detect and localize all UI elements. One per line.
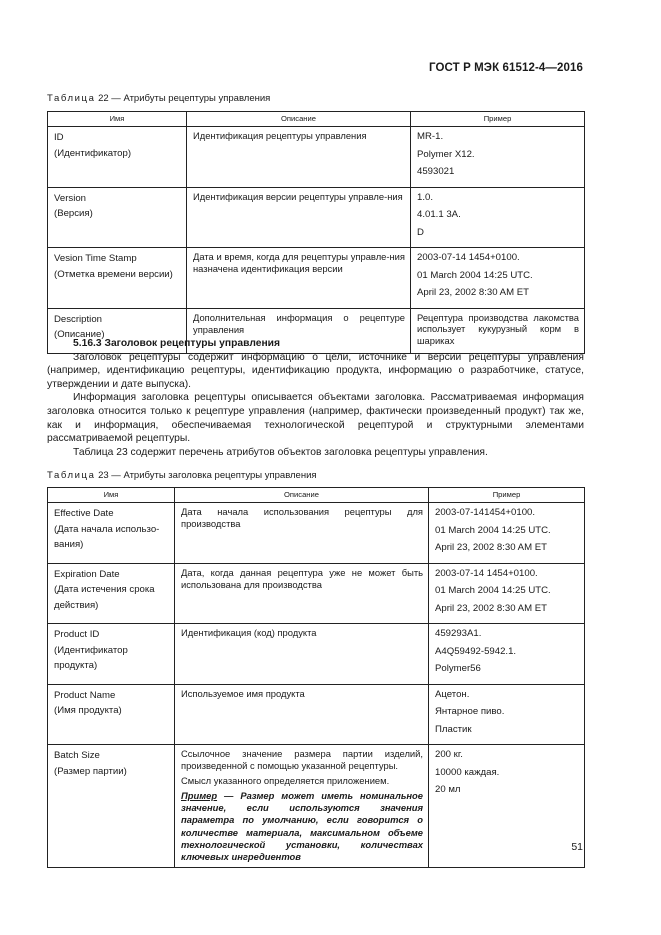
table-row	[48, 563, 585, 624]
column-header-name: Имя	[48, 488, 175, 503]
attribute-name: Batch Size	[54, 750, 100, 761]
attribute-description: Дополнительная информация о рецептуре управления	[187, 308, 411, 353]
example-value: 20 мл	[435, 784, 461, 795]
example-value: 2003-07-141454+0100.	[435, 507, 536, 518]
table-23-caption	[47, 470, 317, 481]
attribute-name-cell	[48, 187, 187, 248]
attribute-name-cell	[48, 503, 175, 564]
attribute-name-cell	[48, 745, 175, 868]
note-label: Пример	[181, 790, 218, 801]
example-value: 01 March 2004 14:25 UTC.	[417, 269, 533, 281]
table-row	[48, 187, 585, 248]
section-title: 5.16.3 Заголовок рецептуры управления	[73, 338, 281, 349]
table-23	[47, 487, 585, 868]
attribute-description-cell	[175, 745, 429, 868]
page-number: 51	[571, 841, 583, 853]
attribute-description: Используемое имя продукта	[175, 684, 429, 745]
table-row	[48, 503, 585, 564]
attribute-name-ru: (Дата истечения срока действия)	[54, 584, 155, 611]
attribute-name: Version	[54, 192, 86, 204]
example-value: April 23, 2002 8:30 AM ET	[435, 602, 547, 614]
attribute-name-ru: (Отметка времени версии)	[54, 268, 173, 280]
table-header-row	[48, 112, 585, 127]
example-value: MR-1.	[417, 131, 444, 142]
attribute-name-ru: (Описание)	[54, 329, 105, 340]
attribute-name-cell	[48, 248, 187, 309]
column-header-description: Описание	[175, 488, 429, 503]
caption-title: 22 — Атрибуты рецептуры управления	[95, 93, 271, 104]
section-5-16-3	[47, 337, 584, 459]
example-value: April 23, 2002 8:30 AM ET	[435, 542, 547, 553]
attribute-description: Дата и время, когда для рецептуры управле-ния назначена идентификация версии	[187, 248, 411, 309]
attribute-name: Expiration Date	[54, 568, 120, 580]
caption-word: Таблица	[47, 93, 96, 104]
table-header-row	[48, 488, 585, 503]
table-row	[48, 127, 585, 188]
example-value: April 23, 2002 8:30 AM ET	[417, 287, 529, 298]
attribute-name: Description	[54, 313, 102, 325]
example-value: 1.0.	[417, 191, 434, 203]
table-row	[48, 248, 585, 309]
example-value: Пластик	[435, 723, 472, 735]
example-value: Янтарное пиво.	[435, 706, 505, 717]
attribute-description: Дата начала использования рецептуры для производства	[175, 503, 429, 564]
note-text: — Размер может иметь номинальное значение, если используются значения параметра по умолчанию, если говорится о количестве материала, максимальном объеме технологической установки, количествах ключевых ингредиентов	[181, 790, 423, 863]
column-header-example: Пример	[429, 488, 585, 503]
attribute-name-cell	[48, 127, 187, 188]
attribute-name-cell	[48, 624, 175, 685]
example-value: 2003-07-14 1454+0100.	[417, 252, 520, 263]
column-header-name: Имя	[48, 112, 187, 127]
attribute-description: Идентификация рецептуры управления	[187, 127, 411, 188]
paragraph: Заголовок рецептуры содержит информацию о цели, источнике и версии рецептуры управления (например, идентификацию рецептуры, идентификацию продукта, информацию о разработчике, статусе, утверждении и дате выпуска).	[47, 351, 584, 390]
table-row	[48, 745, 585, 868]
attribute-description: Идентификация (код) продукта	[175, 624, 429, 685]
example-note	[181, 790, 423, 863]
example-value: 2003-07-14 1454+0100.	[435, 567, 538, 579]
attribute-example-text: Рецептура производства лакомства использует кукурузный корм в шариках	[411, 308, 585, 353]
attribute-name: Product Name	[54, 689, 116, 701]
attribute-name-ru: (Версия)	[54, 208, 93, 219]
attribute-example-cell	[411, 127, 585, 188]
example-value: 01 March 2004 14:25 UTC.	[435, 585, 551, 596]
example-value: 200 кг.	[435, 749, 463, 760]
table-row	[48, 684, 585, 745]
example-value: 10000 каждая.	[435, 766, 500, 778]
column-header-example: Пример	[411, 112, 585, 127]
attribute-example-cell	[411, 187, 585, 248]
attribute-name: Product ID	[54, 629, 100, 640]
attribute-name-ru: (Идентификатор)	[54, 147, 132, 159]
example-value: D	[417, 226, 424, 238]
example-value: Polymer56	[435, 663, 481, 674]
attribute-example-cell	[429, 563, 585, 624]
attribute-name-ru: (Дата начала использо-вания)	[54, 523, 160, 550]
attribute-example-cell	[429, 684, 585, 745]
attribute-description: Идентификация версии рецептуры управле-ния	[187, 187, 411, 248]
attribute-example-cell	[429, 624, 585, 685]
paragraph: Информация заголовка рецептуры описывается объектами заголовка. Рассматриваемая информация заголовка относится только к рецептуре управления (например, фактически произведенный продукт) так же, как и информация, обеспечиваемая технологической рецептурой и структурными элементами рассматриваемой рецептуры.	[47, 392, 584, 445]
attribute-name-ru: (Размер партии)	[54, 765, 127, 777]
column-header-description: Описание	[187, 112, 411, 127]
attribute-description-extra: Смысл указанного определяется приложением.	[181, 775, 390, 786]
attribute-name: ID	[54, 132, 64, 143]
attribute-description: Ссылочное значение размера партии изделий, произведенной с помощью указанной рецептуры.	[181, 748, 423, 771]
caption-title: 23 — Атрибуты заголовка рецептуры управления	[95, 470, 317, 481]
table-22	[47, 111, 585, 354]
attribute-name-cell	[48, 684, 175, 745]
attribute-description: Дата, когда данная рецептура уже не может быть использована для производства	[175, 563, 429, 624]
example-value: 4.01.1 3A.	[417, 209, 461, 220]
attribute-name: Effective Date	[54, 508, 114, 519]
example-value: 4593021	[417, 166, 455, 177]
table-row	[48, 624, 585, 685]
table-22-caption	[47, 93, 270, 104]
attribute-example-cell	[411, 248, 585, 309]
example-value: 459293A1.	[435, 628, 482, 639]
example-value: A4Q59492-5942.1.	[435, 645, 517, 657]
example-value: 01 March 2004 14:25 UTC.	[435, 524, 551, 536]
attribute-example-cell	[429, 745, 585, 868]
attribute-name-ru: (Идентификатор продукта)	[54, 644, 128, 671]
attribute-name-cell	[48, 563, 175, 624]
example-value: Ацетон.	[435, 688, 470, 700]
paragraph: Таблица 23 содержит перечень атрибутов объектов заголовка рецептуры управления.	[73, 446, 488, 458]
caption-word: Таблица	[47, 470, 96, 481]
example-value: Polymer X12.	[417, 148, 475, 160]
attribute-example-cell	[429, 503, 585, 564]
attribute-name-ru: (Имя продукта)	[54, 705, 122, 716]
attribute-name: Vesion Time Stamp	[54, 253, 137, 264]
standard-code: ГОСТ Р МЭК 61512-4—2016	[429, 62, 583, 74]
